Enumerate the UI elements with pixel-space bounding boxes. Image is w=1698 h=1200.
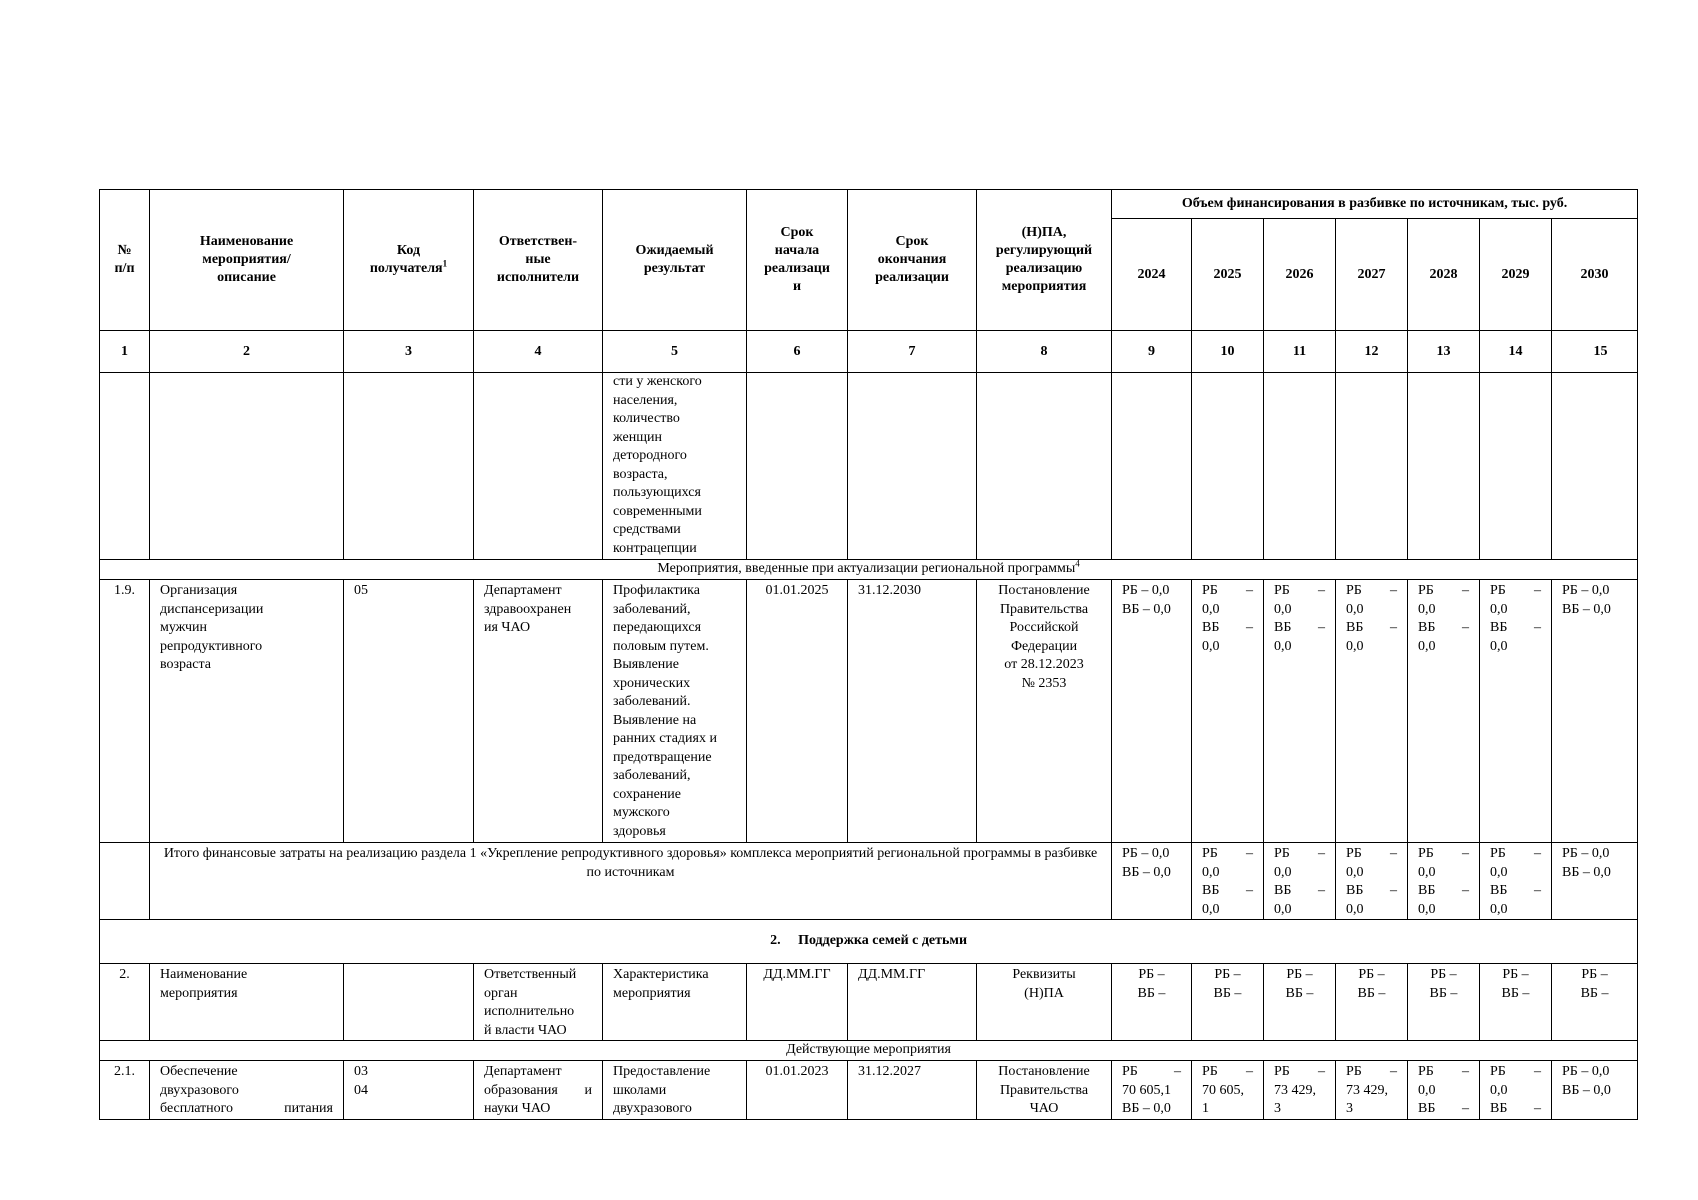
empty-cell: [344, 964, 474, 1041]
column-number: 12: [1336, 331, 1408, 373]
dash: –: [1390, 846, 1397, 861]
rb-label: РБ: [1346, 1064, 1362, 1079]
finance-2028: [1408, 580, 1480, 843]
finance-2026: [1264, 1061, 1336, 1120]
responsible: [474, 964, 603, 1041]
rb-label: РБ: [1418, 846, 1434, 861]
rb-label: РБ: [1490, 846, 1506, 861]
end-date: ДД.ММ.ГГ: [848, 964, 977, 1041]
vb-label: ВБ: [1418, 883, 1436, 898]
empty-cell: [344, 373, 474, 560]
vb-value: 0,0: [1346, 901, 1364, 917]
rb-label: РБ: [1490, 583, 1506, 598]
total-row: [100, 843, 1638, 920]
empty-cell: [747, 373, 848, 560]
vb-value: 0,0: [1490, 638, 1508, 654]
dash: –: [1246, 883, 1253, 898]
vb-label: ВБ: [1274, 620, 1292, 635]
vb-label: ВБ: [1202, 620, 1220, 635]
rb-value-cont: 1: [1202, 1101, 1209, 1116]
dash: –: [1462, 1064, 1469, 1079]
header-year: 2030: [1552, 219, 1638, 331]
column-number: 15: [1552, 331, 1638, 373]
subheading-text: Мероприятия, введенные при актуализации региональной программы: [657, 561, 1076, 576]
rb-label: РБ: [1274, 1064, 1290, 1079]
vb-label: ВБ: [1490, 620, 1508, 635]
dash: –: [1246, 1064, 1253, 1079]
expected-result: [603, 1061, 747, 1120]
measure-name-word: питания: [284, 1101, 333, 1116]
empty-cell: [1112, 373, 1192, 560]
header-responsible: [474, 190, 603, 331]
legal-act-text: Постановление Правительства Российской Федерации от 28.12.2023 № 2353: [998, 583, 1090, 691]
rb-value: 0,0: [1274, 601, 1292, 617]
empty-cell: [848, 373, 977, 560]
header-year: 2029: [1480, 219, 1552, 331]
vb-value: 0,0: [1202, 901, 1220, 917]
header-year: 2025: [1192, 219, 1264, 331]
header-start-text: Срок начала реализаци и: [764, 225, 830, 294]
column-number: 4: [474, 331, 603, 373]
finance-2028: [1408, 964, 1480, 1041]
measure-name-line: Обеспечение: [160, 1064, 238, 1079]
finance-2030: [1552, 1061, 1638, 1120]
total-2030-text: РБ – 0,0 ВБ – 0,0: [1562, 846, 1611, 880]
vb-label: ВБ: [1346, 620, 1364, 635]
rb-label: РБ: [1202, 846, 1218, 861]
finance-2024: [1112, 964, 1192, 1041]
rb-value: 0,0: [1418, 1082, 1436, 1098]
column-number: 13: [1408, 331, 1480, 373]
recipient-code: [344, 1061, 474, 1120]
header-year: 2027: [1336, 219, 1408, 331]
empty-cell: [1336, 373, 1408, 560]
empty-cell: [150, 373, 344, 560]
legal-act-text: Постановление Правительства ЧАО: [998, 1064, 1090, 1116]
start-date: 01.01.2025: [747, 580, 848, 843]
measure-name-text: Наименование мероприятия: [160, 967, 248, 1001]
header-code: [344, 190, 474, 331]
end-date: 31.12.2027: [848, 1061, 977, 1120]
responsible: [474, 1061, 603, 1120]
dash: –: [1534, 620, 1541, 635]
measure-name: [150, 1061, 344, 1120]
responsible-text: Ответственный орган исполнительно й власти ЧАО: [484, 967, 577, 1038]
finance-text: РБ – ВБ –: [1285, 967, 1314, 1001]
column-number: 1: [100, 331, 150, 373]
finance-2024: [1112, 1061, 1192, 1120]
header-name-text: Наименование мероприятия/ описание: [199, 234, 294, 285]
vb-label: ВБ: [1274, 883, 1292, 898]
vb-label: ВБ: [1202, 883, 1220, 898]
responsible-line: Департамент: [484, 1064, 562, 1079]
column-number: 14: [1480, 331, 1552, 373]
header-end-text: Срок окончания реализации: [875, 234, 949, 285]
dash: –: [1534, 846, 1541, 861]
rb-label: РБ: [1202, 1064, 1218, 1079]
rb-label: РБ: [1202, 583, 1218, 598]
finance-2029: [1480, 1061, 1552, 1120]
empty-cell: [100, 373, 150, 560]
responsible-text: Департамент здравоохранен ия ЧАО: [484, 583, 572, 635]
vb-label: ВБ: [1418, 1101, 1436, 1116]
program-measures-table: [99, 189, 1638, 1120]
rb-value: 73 429,: [1274, 1082, 1316, 1098]
header-npa: [977, 190, 1112, 331]
total-2030: [1552, 843, 1638, 920]
finance-text: РБ – ВБ –: [1501, 967, 1530, 1001]
header-no: [100, 190, 150, 331]
rb-value: 0,0: [1490, 864, 1508, 880]
rb-value: 0,0: [1418, 864, 1436, 880]
result-text: сти у женского населения, количество женщин детородного возраста, пользующихся современными средствами контрацепции: [613, 374, 702, 556]
header-npa-text: (Н)ПА, регулирующий реализацию мероприятия: [995, 225, 1093, 294]
total-2024-text: РБ – 0,0 ВБ – 0,0: [1122, 846, 1171, 880]
dash: –: [1174, 1064, 1181, 1079]
vb-value: 0,0: [1418, 638, 1436, 654]
vb-value: 0,0: [1346, 638, 1364, 654]
header-code-footnote: 1: [442, 258, 448, 269]
header-no-text: № п/п: [114, 243, 135, 276]
empty-cell: [1552, 373, 1638, 560]
finance-2027: [1336, 580, 1408, 843]
empty-cell: [1264, 373, 1336, 560]
finance-text: РБ – ВБ –: [1213, 967, 1242, 1001]
finance-2026: [1264, 964, 1336, 1041]
column-number: 2: [150, 331, 344, 373]
finance-2026: [1264, 580, 1336, 843]
rb-label: РБ: [1418, 1064, 1434, 1079]
finance-text: РБ – ВБ –: [1357, 967, 1386, 1001]
vb-value: 0,0: [1274, 638, 1292, 654]
dash: –: [1246, 846, 1253, 861]
table-row: [100, 964, 1638, 1041]
result-cell: [603, 373, 747, 560]
rb-value: 73 429,: [1346, 1082, 1388, 1098]
empty-cell: [1192, 373, 1264, 560]
finance-2030: [1552, 580, 1638, 843]
vb-value: 0,0: [1274, 901, 1292, 917]
dash: –: [1390, 583, 1397, 598]
row-number: 1.9.: [100, 580, 150, 843]
expected-result-text: Характеристика мероприятия: [613, 967, 709, 1001]
total-2026: [1264, 843, 1336, 920]
finance-2030-text: РБ – 0,0 ВБ – 0,0: [1562, 583, 1611, 617]
responsible-word: и: [584, 1082, 592, 1098]
rb-label: РБ: [1274, 583, 1290, 598]
rb-value: 0,0: [1274, 864, 1292, 880]
dash: –: [1534, 1064, 1541, 1079]
finance-text: РБ – ВБ –: [1580, 967, 1609, 1001]
vb-label: ВБ: [1346, 883, 1364, 898]
rb-value: 0,0: [1490, 601, 1508, 617]
header-responsible-text: Ответствен- ные исполнители: [496, 234, 580, 285]
expected-result-text: Предоставление школами двухразового: [613, 1064, 711, 1116]
vb-value: 0,0: [1202, 638, 1220, 654]
row-number: 2.: [100, 964, 150, 1041]
header-year: 2026: [1264, 219, 1336, 331]
dash: –: [1246, 620, 1253, 635]
vb-label: ВБ: [1490, 883, 1508, 898]
empty-cell: [100, 843, 150, 920]
rb-value: 0,0: [1202, 601, 1220, 617]
recipient-code: 05: [344, 580, 474, 843]
finance-text: РБ – ВБ –: [1429, 967, 1458, 1001]
finance-2024: [1112, 580, 1192, 843]
rb-value: 70 605,: [1202, 1082, 1244, 1098]
finance-2030: [1552, 964, 1638, 1041]
empty-cell: [1480, 373, 1552, 560]
dash: –: [1318, 846, 1325, 861]
total-label: Итого финансовые затраты на реализацию раздела 1 «Укрепление репродуктивного здоровья» комплекса мероприятий региональной программы в разбивке по источникам: [150, 843, 1112, 920]
total-2025: [1192, 843, 1264, 920]
row-number: 2.1.: [100, 1061, 150, 1120]
recipient-code-text: 03 04: [354, 1064, 368, 1098]
finance-2029: [1480, 580, 1552, 843]
rb-value: 0,0: [1418, 601, 1436, 617]
finance-2027: [1336, 1061, 1408, 1120]
responsible: [474, 580, 603, 843]
dash: –: [1318, 620, 1325, 635]
dash: –: [1390, 1064, 1397, 1079]
vb-label: ВБ: [1418, 620, 1436, 635]
rb-label: РБ: [1346, 846, 1362, 861]
table-row: [100, 1061, 1638, 1120]
expected-result-text: Профилактика заболеваний, передающихся половым путем. Выявление хронических заболеваний. Выявление на ранних стадиях и предотвращение заболеваний, сохранение мужского здоровья: [613, 583, 717, 839]
rb-value-cont: 3: [1346, 1101, 1353, 1116]
header-result-text: Ожидаемый результат: [635, 243, 714, 276]
column-number: 10: [1192, 331, 1264, 373]
start-date: 01.01.2023: [747, 1061, 848, 1120]
rb-value-cont: 3: [1274, 1101, 1281, 1116]
measure-name: [150, 964, 344, 1041]
rb-label: РБ: [1346, 583, 1362, 598]
vb-label: ВБ: [1490, 1101, 1508, 1116]
dash: –: [1390, 620, 1397, 635]
measure-name: [150, 580, 344, 843]
legal-act: [977, 1061, 1112, 1120]
rb-value: 0,0: [1490, 1082, 1508, 1098]
header-name: [150, 190, 344, 331]
column-number: 5: [603, 331, 747, 373]
measure-name-text: Организация диспансеризации мужчин репродуктивного возраста: [160, 583, 264, 672]
dash: –: [1534, 1101, 1541, 1116]
finance-text: РБ – ВБ –: [1137, 967, 1166, 1001]
finance-2025: [1192, 1061, 1264, 1120]
empty-cell: [977, 373, 1112, 560]
dash: –: [1318, 583, 1325, 598]
dash: –: [1534, 883, 1541, 898]
rb-label: РБ: [1122, 1064, 1138, 1079]
expected-result: [603, 580, 747, 843]
column-number: 8: [977, 331, 1112, 373]
finance-2025: [1192, 964, 1264, 1041]
rb-value: 0,0: [1346, 864, 1364, 880]
finance-2029: [1480, 964, 1552, 1041]
column-number: 11: [1264, 331, 1336, 373]
finance-2024-text: РБ – 0,0 ВБ – 0,0: [1122, 583, 1171, 617]
subheading-footnote: 4: [1075, 558, 1080, 569]
empty-cell: [1408, 373, 1480, 560]
vb-value: 0,0: [1490, 901, 1508, 917]
finance-2027: [1336, 964, 1408, 1041]
vb-value: ВБ – 0,0: [1122, 1101, 1171, 1116]
legal-act-text: Реквизиты (Н)ПА: [1012, 967, 1076, 1001]
dash: –: [1390, 883, 1397, 898]
header-year: 2028: [1408, 219, 1480, 331]
rb-value: 0,0: [1346, 601, 1364, 617]
measure-name-line: двухразового: [160, 1082, 239, 1098]
section-number: 2.: [770, 933, 781, 949]
dash: –: [1462, 846, 1469, 861]
header-result: [603, 190, 747, 331]
dash: –: [1462, 883, 1469, 898]
section-title-text: Поддержка семей с детьми: [798, 933, 968, 949]
responsible-word: образования: [484, 1082, 558, 1098]
rb-label: РБ: [1274, 846, 1290, 861]
table-row: [100, 373, 1638, 560]
header-start: [747, 190, 848, 331]
dash: –: [1318, 1064, 1325, 1079]
measure-name-word: бесплатного: [160, 1101, 234, 1116]
empty-cell: [474, 373, 603, 560]
expected-result: [603, 964, 747, 1041]
dash: –: [1318, 883, 1325, 898]
subheading-added-measures: [100, 560, 1638, 580]
dash: –: [1534, 583, 1541, 598]
total-2024: [1112, 843, 1192, 920]
start-date: ДД.ММ.ГГ: [747, 964, 848, 1041]
column-number: 9: [1112, 331, 1192, 373]
legal-act: [977, 580, 1112, 843]
finance-2028: [1408, 1061, 1480, 1120]
subheading-current-measures: Действующие мероприятия: [100, 1041, 1638, 1061]
dash: –: [1462, 620, 1469, 635]
rb-value: 0,0: [1202, 864, 1220, 880]
responsible-line: науки ЧАО: [484, 1101, 551, 1116]
rb-label: РБ: [1490, 1064, 1506, 1079]
table-row: [100, 580, 1638, 843]
header-year: 2024: [1112, 219, 1192, 331]
rb-value: 70 605,1: [1122, 1082, 1171, 1098]
section-2-title: [100, 920, 1638, 964]
finance-2025: [1192, 580, 1264, 843]
dash: –: [1462, 583, 1469, 598]
finance-2030-text: РБ – 0,0 ВБ – 0,0: [1562, 1064, 1611, 1098]
total-2029: [1480, 843, 1552, 920]
total-2027: [1336, 843, 1408, 920]
vb-value: 0,0: [1418, 901, 1436, 917]
total-2028: [1408, 843, 1480, 920]
dash: –: [1462, 1101, 1469, 1116]
header-code-text: Код получателя: [369, 243, 443, 276]
dash: –: [1246, 583, 1253, 598]
header-end: [848, 190, 977, 331]
rb-label: РБ: [1418, 583, 1434, 598]
legal-act: [977, 964, 1112, 1041]
column-number: 3: [344, 331, 474, 373]
header-finance: Объем финансирования в разбивке по источникам, тыс. руб.: [1112, 190, 1638, 219]
column-number: 6: [747, 331, 848, 373]
column-number: 7: [848, 331, 977, 373]
end-date: 31.12.2030: [848, 580, 977, 843]
